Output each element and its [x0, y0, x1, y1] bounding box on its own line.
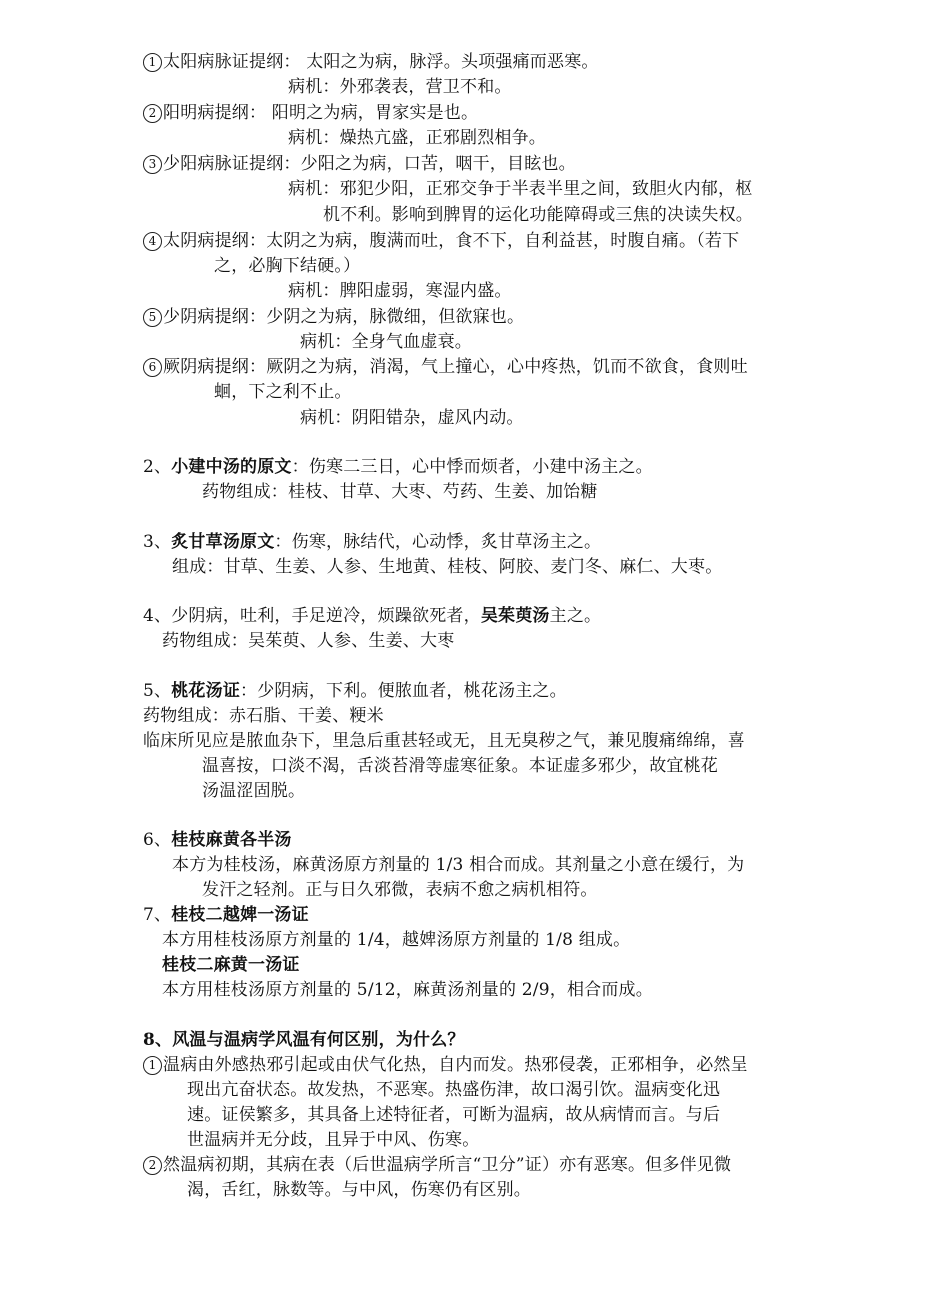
- section-8-point-1-end: 世温病并无分歧，且异于中风、伤寒。: [187, 1130, 480, 1150]
- section-7-body: 本方用桂枝汤原方剂量的 1/4，越婢汤原方剂量的 1/8 组成。: [162, 930, 631, 950]
- outline-taiyang: 1 太阳病脉证提纲： 太阳之为病，脉浮。头项强痛而恶寒。: [143, 50, 599, 74]
- section-2-heading: 2、小建中汤的原文：伤寒二三日，心中悸而烦者，小建中汤主之。: [143, 457, 653, 477]
- circled-number: 3: [143, 155, 162, 174]
- section-3-ingredients: 组成：甘草、生姜、人参、生地黄、桂枝、阿胶、麦门冬、麻仁、大枣。: [172, 557, 723, 577]
- section-8-point-2: 2 然温病初期，其病在表（后世温病学所言“卫分”证）亦有恶寒。但多伴见微: [143, 1153, 731, 1177]
- outline-yangming: 2 阳明病提纲： 阳明之为病，胃家实是也。: [143, 101, 478, 125]
- section-7-sub-body: 本方用桂枝汤原方剂量的 5/12，麻黄汤剂量的 2/9，相合而成。: [162, 980, 653, 1000]
- pathogenesis-yangming: 病机：燥热亢盛，正邪剧烈相争。: [288, 128, 546, 148]
- outline-jueyin-cont: 蛔，下之利不止。: [214, 382, 352, 402]
- section-4-ingredients: 药物组成：吴茱萸、人参、生姜、大枣: [162, 631, 455, 651]
- circled-number: 4: [143, 232, 162, 251]
- section-6-body: 本方为桂枝汤，麻黄汤原方剂量的 1/3 相合而成。其剂量之小意在缓行，为: [172, 855, 745, 875]
- section-8-point-1: 1 温病由外感热邪引起或由伏气化热，自内而发。热邪侵袭，正邪相争，必然呈: [143, 1053, 748, 1077]
- outline-taiyin: 4 太阴病提纲：太阴之为病，腹满而吐，食不下，自利益甚，时腹自痛。（若下: [143, 229, 739, 253]
- pathogenesis-taiyang: 病机：外邪袭表，营卫不和。: [288, 77, 512, 97]
- section-7-subheading: 桂枝二麻黄一汤证: [162, 955, 300, 975]
- pathogenesis-shaoyang-cont: 机不利。影响到脾胃的运化功能障碍或三焦的决读失权。: [323, 205, 753, 225]
- circled-number: 6: [143, 358, 162, 377]
- section-8-point-2-end: 渴，舌红，脉数等。与中风，伤寒仍有区别。: [187, 1180, 531, 1200]
- section-8-point-1-cont: 速。证侯繁多，其具备上述特征者，可断为温病，故从病情而言。与后: [187, 1105, 721, 1125]
- pathogenesis-shaoyin: 病机：全身气血虚衰。: [300, 332, 472, 352]
- section-8-heading: 8、风温与温病学风温有何区别，为什么？: [143, 1030, 465, 1050]
- section-5-ingredients: 药物组成：赤石脂、干姜、粳米: [143, 706, 384, 726]
- pathogenesis-taiyin: 病机：脾阳虚弱，寒湿内盛。: [288, 281, 512, 301]
- circled-number: 1: [143, 1056, 162, 1075]
- outline-shaoyang: 3 少阳病脉证提纲：少阳之为病，口苦，咽干，目眩也。: [143, 152, 576, 176]
- section-5-clinical-cont: 温喜按，口淡不渴，舌淡苔滑等虚寒征象。本证虚多邪少，故宜桃花: [202, 756, 718, 776]
- pathogenesis-jueyin: 病机：阴阳错杂，虚风内动。: [300, 408, 524, 428]
- section-7-heading: 7、桂枝二越婢一汤证: [143, 905, 309, 925]
- circled-number: 5: [143, 308, 162, 327]
- outline-taiyin-cont: 之，必胸下结硬。）: [214, 256, 361, 276]
- outline-shaoyin: 5 少阴病提纲：少阴之为病，脉微细，但欲寐也。: [143, 305, 524, 329]
- section-6-heading: 6、桂枝麻黄各半汤: [143, 830, 292, 850]
- section-8-point-1-cont: 现出亢奋状态。故发热，不恶寒。热盛伤津，故口渴引饮。温病变化迅: [187, 1080, 721, 1100]
- circled-number: 2: [143, 1156, 162, 1175]
- section-5-heading: 5、桃花汤证：少阴病，下利。便脓血者，桃花汤主之。: [143, 681, 567, 701]
- outline-jueyin: 6 厥阴病提纲：厥阴之为病，消渴，气上撞心，心中疼热，饥而不欲食，食则吐: [143, 355, 748, 379]
- section-6-body-cont: 发汗之轻剂。正与日久邪微，表病不愈之病机相符。: [202, 880, 598, 900]
- section-5-clinical: 临床所见应是脓血杂下，里急后重甚轻或无，且无臭秽之气，兼见腹痛绵绵，喜: [143, 731, 745, 751]
- circled-number: 1: [143, 53, 162, 72]
- section-2-ingredients: 药物组成：桂枝、甘草、大枣、芍药、生姜、加饴糖: [202, 482, 598, 502]
- pathogenesis-shaoyang: 病机：邪犯少阳，正邪交争于半表半里之间，致胆火内郁，枢: [288, 179, 753, 199]
- section-3-heading: 3、炙甘草汤原文：伤寒，脉结代，心动悸，炙甘草汤主之。: [143, 532, 602, 552]
- circled-number: 2: [143, 104, 162, 123]
- section-5-clinical-end: 汤温涩固脱。: [202, 781, 306, 801]
- section-4-heading: 4、少阴病，吐利，手足逆冷，烦躁欲死者，吴茱萸汤主之。: [143, 606, 602, 626]
